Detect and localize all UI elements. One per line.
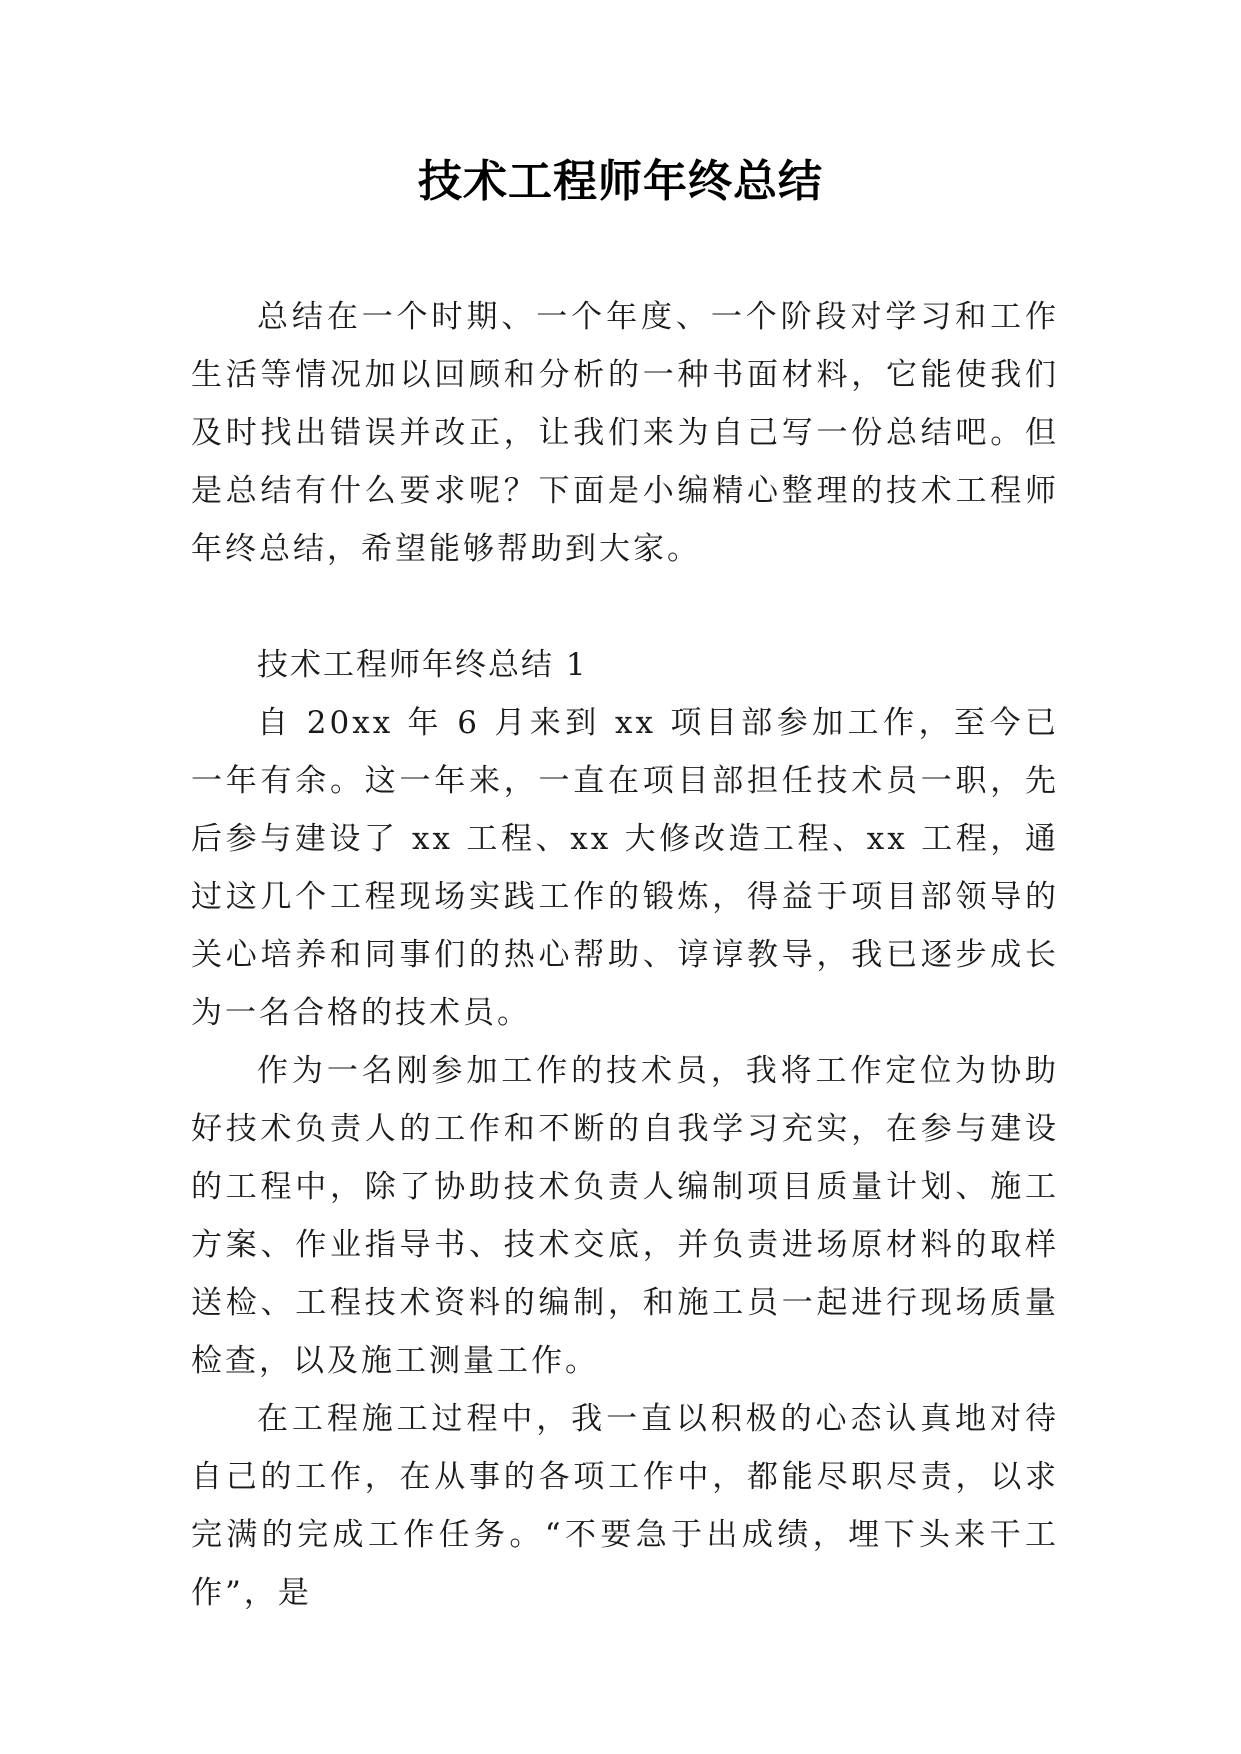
section-1 [191,636,1059,1622]
intro-paragraph: 总结在一个时期、一个年度、一个阶段对学习和工作生活等情况加以回顾和分析的一种书面材料，它能使我们及时找出错误并改正，让我们来为自己写一份总结吧。但是总结有什么要求呢？下面是小编精心整理的技术工程师年终总结，希望能够帮助到大家。 [191,299,1059,567]
section-heading: 技术工程师年终总结 1 [257,647,588,683]
section-paragraph: 作为一名刚参加工作的技术员，我将工作定位为协助好技术负责人的工作和不断的自我学习充实，在参与建设的工程中，除了协助技术负责人编制项目质量计划、施工方案、作业指导书、技术交底，并负责进场原材料的取样送检、工程技术资料的编制，和施工员一起进行现场质量检查，以及施工测量工作。 [191,1053,1059,1379]
document-title: 技术工程师年终总结 [418,156,823,207]
intro-block [191,288,1059,578]
section-paragraph: 在工程施工过程中，我一直以积极的心态认真地对待自己的工作，在从事的各项工作中，都能尽职尽责，以求完满的完成工作任务。“不要急于出成绩，埋下头来干工作”，是 [191,1401,1059,1611]
section-paragraph: 自 20xx 年 6 月来到 xx 项目部参加工作，至今已一年有余。这一年来，一直在项目部担任技术员一职，先后参与建设了 xx 工程、xx 大修改造工程、xx 工程，通过这几个工程现场实践工作的锻炼，得益于项目部领导的关心培养和同事们的热心帮助、谆谆教导，我已逐步成长为一名合格的技术员。 [191,705,1059,1031]
